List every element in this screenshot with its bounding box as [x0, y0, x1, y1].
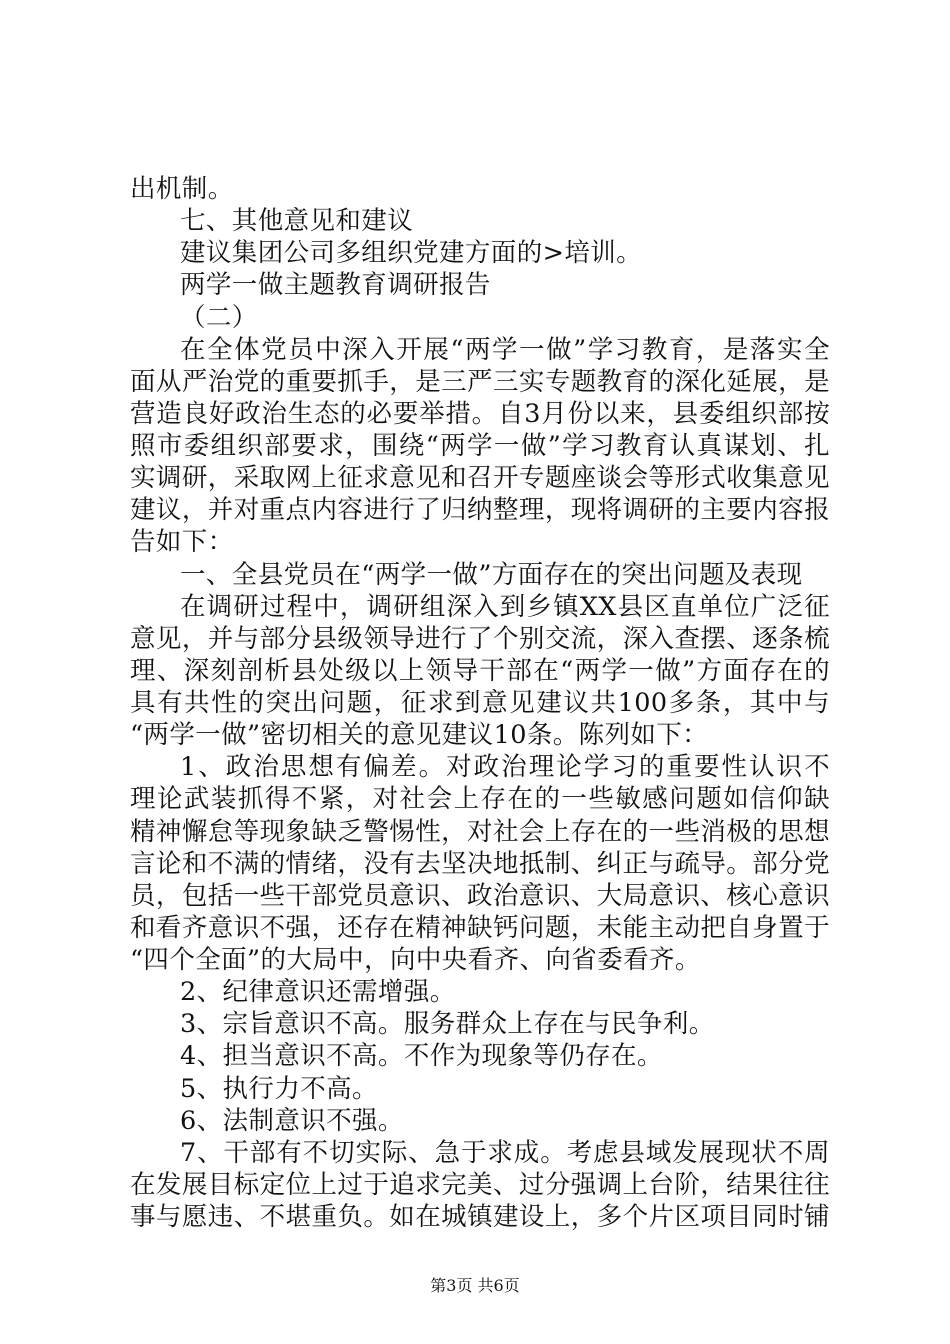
page-footer: 第3页 共6页 [430, 1276, 520, 1295]
list-item: 3、宗旨意识不高。服务群众上存在与民争利。 [180, 1009, 715, 1039]
section-heading: 一、全县党员在“两学一做”方面存在的突出问题及表现 [180, 560, 803, 590]
paragraph-line: “四个全面”的大局中，向中央看齐、向省委看齐。 [130, 945, 701, 975]
document-subtitle: （二） [180, 303, 258, 333]
paragraph-line: 建议，并对重点内容进行了归纳整理，现将调研的主要内容报 [130, 495, 830, 525]
section-heading: 七、其他意见和建议 [180, 206, 414, 236]
paragraph-line: 理、深刻剖析县处级以上领导干部在“两学一做”方面存在的 [130, 656, 830, 686]
list-item: 2、纪律意识还需增强。 [180, 977, 456, 1007]
paragraph-line: 员，包括一些干部党员意识、政治意识、大局意识、核心意识 [130, 881, 830, 911]
paragraph-line: “两学一做”密切相关的意见建议10条。陈列如下： [130, 720, 709, 750]
paragraph-line: 精神懈怠等现象缺乏警惕性，对社会上存在的一些消极的思想 [130, 817, 830, 847]
paragraph-line: 面从严治党的重要抓手，是三严三实专题教育的深化延展，是 [130, 367, 830, 397]
paragraph-line: 照市委组织部要求，围绕“两学一做”学习教育认真谋划、扎 [130, 431, 830, 461]
paragraph-line: 7、干部有不切实际、急于求成。考虑县域发展现状不周 [180, 1138, 830, 1168]
text-line: 建议集团公司多组织党建方面的>培训。 [180, 238, 643, 268]
text-line: 出机制。 [130, 174, 234, 204]
paragraph-line: 言论和不满的情绪，没有去坚决地抵制、纠正与疏导。部分党 [130, 849, 830, 879]
paragraph-line: 和看齐意识不强，还存在精神缺钙问题，未能主动把自身置于 [130, 913, 830, 943]
paragraph-line: 在调研过程中，调研组深入到乡镇XX县区直单位广泛征 [180, 592, 830, 622]
paragraph-line: 事与愿违、不堪重负。如在城镇建设上，多个片区项目同时铺 [130, 1202, 830, 1232]
paragraph-line: 理论武装抓得不紧，对社会上存在的一些敏感问题如信仰缺 [130, 784, 830, 814]
list-item: 5、执行力不高。 [180, 1074, 378, 1104]
list-item: 6、法制意识不强。 [180, 1106, 404, 1136]
document-title: 两学一做主题教育调研报告 [180, 270, 491, 300]
paragraph-line: 营造良好政治生态的必要举措。自3月份以来，县委组织部按 [130, 399, 830, 429]
paragraph-line: 具有共性的突出问题，征求到意见建议共100多条，其中与 [130, 688, 830, 718]
paragraph-line: 意见，并与部分县级领导进行了个别交流，深入查摆、逐条梳 [130, 624, 830, 654]
paragraph-line: 告如下： [130, 527, 234, 557]
paragraph-line: 在发展目标定位上过于追求完美、过分强调上台阶，结果往往 [130, 1170, 830, 1200]
paragraph-line: 在全体党员中深入开展“两学一做”学习教育，是落实全 [180, 335, 830, 365]
paragraph-line: 实调研，采取网上征求意见和召开专题座谈会等形式收集意见 [130, 463, 830, 493]
paragraph-line: 1、政治思想有偏差。对政治理论学习的重要性认识不 [180, 752, 830, 782]
list-item: 4、担当意识不高。不作为现象等仍存在。 [180, 1041, 663, 1071]
